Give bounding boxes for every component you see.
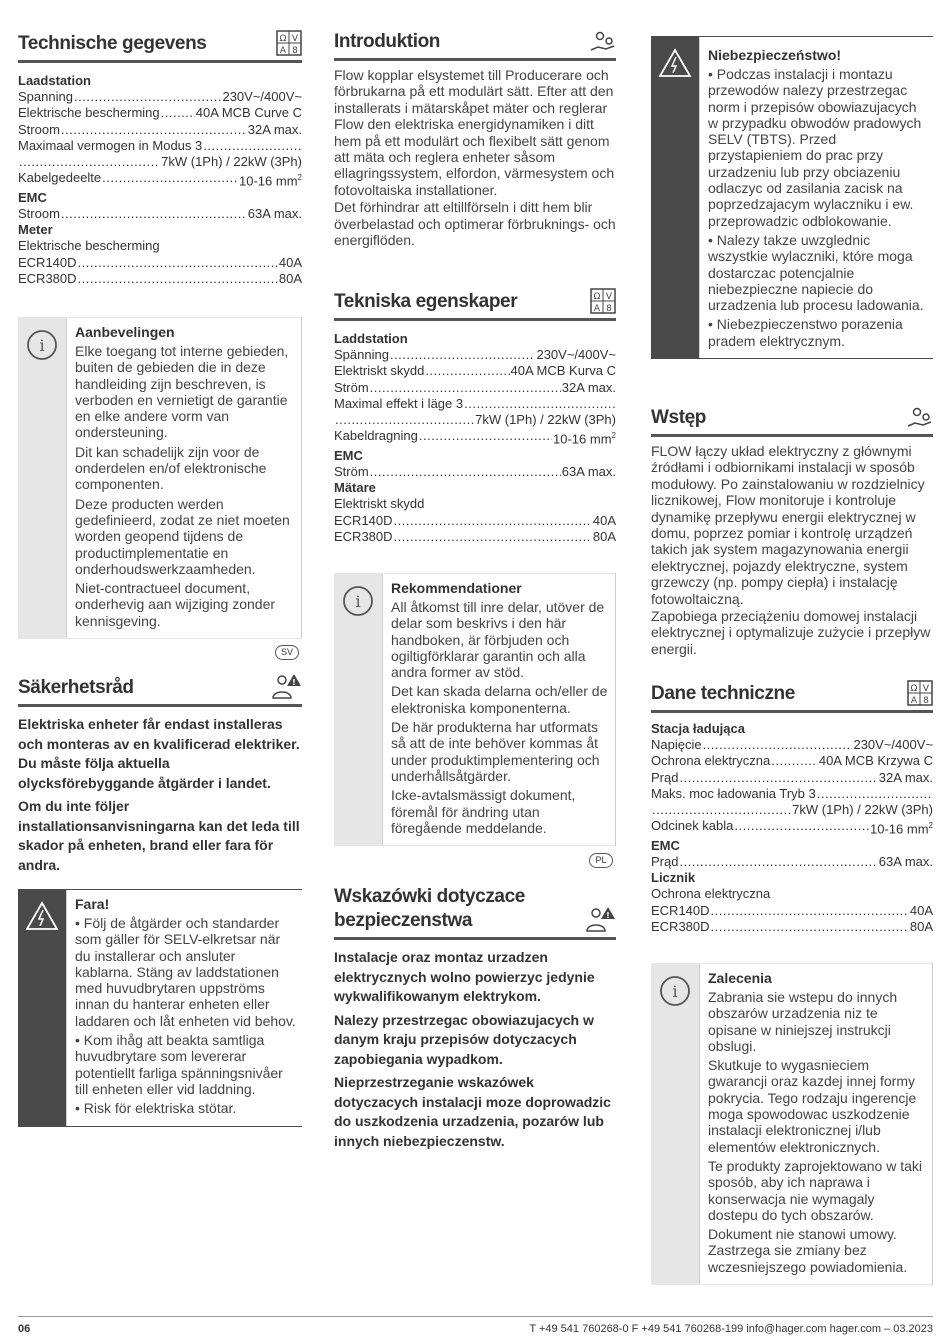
section-title: Technische gegevens: [18, 33, 207, 54]
recommendation-box: [651, 963, 933, 1285]
spec-row: ECR140D ..... 40A: [651, 903, 933, 919]
electric-hazard-icon: [658, 48, 692, 78]
box-paragraph: • Podczas instalacji i montazu przewodów nalezy przestrzegac norm i przepisów obowiazujacych w przypadku obwodów pradowych SELV (TBTS). Przed przystapieniem do prac przy urzadzeniu lub przy obciazeniu odlaczyc od zasilania zacisk na poprzedzajacym wylaczniku i ew. przeprowadzic odblokowanie.: [708, 66, 922, 229]
safety-section-sv: [18, 672, 302, 1127]
spec-row: Odcinek kabla ..... 10-16 $mm^2$: [651, 818, 933, 838]
box-paragraph: Det kan skada delarna och/eller de elektroniska komponenterna.: [391, 683, 608, 716]
info-icon: [659, 975, 691, 1007]
svg-text:A: A: [593, 304, 601, 314]
spec-row: Prąd ..... 63A max.: [651, 854, 933, 870]
section-title: Dane techniczne: [651, 683, 795, 704]
svg-text:i: i: [39, 335, 45, 355]
svg-text:!: !: [292, 678, 296, 687]
svg-text:A: A: [279, 46, 287, 56]
box-paragraph: • Risk för elektriska stötar.: [75, 1100, 237, 1117]
spec-row: ECR380D ..... 80A: [334, 529, 616, 545]
box-title: Zalecenia: [708, 969, 772, 986]
section-title: Säkerhetsråd: [18, 677, 134, 698]
measurement-icon: [276, 30, 302, 56]
recommendation-box: [18, 317, 302, 639]
svg-text:Ω: Ω: [910, 684, 918, 694]
worker-warning-icon: [584, 905, 616, 933]
intro-paragraph: Zapobiega przeciążeniu domowej instalacji elektrycznej i optymalizuje zużycie i przepływ energii.: [651, 608, 931, 657]
box-paragraph: Elke toegang tot interne gebieden, buiten de gebieden die in deze handleiding zijn beschreven, is verboden en vernietigt de garantie en elke andere vorm van ondersteuning.: [75, 342, 289, 441]
box-title: Niebezpieczeństwo!: [708, 47, 842, 63]
spec-row: ECR140D ..... 40A: [334, 513, 616, 529]
safety-paragraph: Om du inte följer installationsanvisningarna kan det leda till skador på enheten, brand eller fara för andra.: [18, 798, 300, 873]
box-paragraph: Te produkty zaprojektowano w taki sposób, aby ich naprawa i konserwacja nie wymagaly dostepu do tych obszarów.: [708, 1157, 922, 1223]
box-paragraph: All åtkomst till inre delar, utöver de delar som beskrivs i den här handboken, är förbjuden och ogiltigförklarar garantin och alla andra former av stöd.: [391, 598, 605, 681]
box-paragraph: De här produkterna har utformats så att de inte behöver kommas åt under produktimplementering och underhållsåtgärder.: [391, 719, 600, 784]
spec-row: Maximal effekt i läge 3 .....: [334, 396, 616, 412]
spec-row: Kabelgedeelte ..... 10-16 $mm^2$: [18, 170, 302, 190]
spec-row: Stroom ..... 63A max.: [18, 206, 302, 222]
intro-paragraph: Det förhindrar att eltillförseln i ditt hem blir överbelastad och optimerar förbruknings- och energiflöden.: [334, 199, 616, 249]
spec-row: Maks. moc ładowania Tryb 3 .....: [651, 786, 933, 802]
language-badge: PL: [589, 853, 613, 868]
spec-row: Prąd ..... 32A max.: [651, 770, 933, 786]
section-header: [334, 885, 616, 940]
spec-group-title: Laadstation: [18, 73, 91, 88]
svg-text:8: 8: [292, 46, 298, 56]
safety-paragraph: Elektriska enheter får endast installeras och monteras av en kvalificerad elektriker. Du måste följa aktuella olycksförebyggande åtgärder i landet.: [18, 716, 300, 791]
spec-row: Ström ..... 32A max.: [334, 380, 616, 396]
column-sv: [334, 30, 616, 249]
box-paragraph: Niet-contractueel document, onderhevig aan wijziging zonder kennisgeving.: [75, 580, 276, 629]
spec-row: Ochrona elektryczna ..... 40A MCB Krzywa C: [651, 753, 933, 769]
spec-row: Elektriskt skydd ..... 40A MCB Kurva C: [334, 363, 616, 379]
electric-hazard-icon: [25, 901, 59, 931]
box-paragraph: Dokument nie stanowi umowy. Zastrzega sie zmiany bez wczesniejszego powiadomienia.: [708, 1226, 908, 1275]
tech-section-pl: [651, 680, 933, 1285]
spec-group-title: EMC: [18, 189, 47, 205]
spec-label: Elektrische bescherming: [18, 238, 160, 254]
box-paragraph: • Följ de åtgärder och standarder som gäller för SELV-elkretsar när du installerar och ansluter kablarna. Stäng av laddstationen med huvudbrytaren uppströms innan du hanterar enheten eller laddaren och låt enheten vid behov.: [75, 915, 296, 1029]
section-header: [651, 680, 933, 713]
box-paragraph: Deze producten werden gedefinieerd, zodat ze niet moeten worden geopend tijdens de productimplementatie en onderhoudswerkzaamheden.: [75, 495, 290, 577]
box-paragraph: • Nalezy takze uwzglednic wszystkie wylaczniki, które moga dostarczac potencjalnie niebezpieczne napiecie do urzadzenia lub procesu ladowania.: [708, 231, 924, 314]
svg-text:8: 8: [606, 304, 612, 314]
box-paragraph: Zabrania sie wstepu do innych obszarów urzadzenia niz te opisane w niniejszej instrukcji obslugi.: [708, 988, 898, 1054]
box-paragraph: • Kom ihåg att beakta samtliga huvudbrytare som levererar potentiellt farliga spänningsnivåer till enheten eller vid laddning.: [75, 1032, 283, 1097]
section-title: Introduktion: [334, 31, 441, 52]
box-title: Aanbevelingen: [75, 323, 175, 340]
spec-label: Ochrona elektryczna: [651, 886, 771, 902]
section-title: Wskazówki dotyczace bezpieczenstwa: [334, 886, 525, 931]
recommendation-box: [334, 573, 616, 846]
box-title: Fara!: [75, 896, 110, 912]
page-number: 06: [18, 1323, 31, 1335]
info-icon: [26, 329, 58, 361]
box-title: Rekommendationer: [391, 579, 522, 596]
page-footer: [18, 1316, 933, 1335]
spec-group-title: EMC: [651, 837, 680, 853]
section-header: [334, 288, 616, 321]
hand-gears-icon: [907, 406, 933, 430]
spec-group-title: Mätare: [334, 480, 376, 496]
spec-row: ..... 7kW (1Ph) / 22kW (3Ph): [651, 802, 933, 818]
section-title: Wstęp: [651, 407, 707, 428]
spec-row: Ström ..... 63A max.: [334, 464, 616, 480]
tech-section-sv: [334, 288, 616, 846]
svg-text:!: !: [606, 911, 610, 920]
spec-row: ..... 7kW (1Ph) / 22kW (3Ph): [334, 412, 616, 428]
section-title: Tekniska egenskaper: [334, 291, 518, 312]
spec-row: ECR380D ..... 80A: [651, 919, 933, 935]
section-header: [18, 30, 302, 63]
spec-row: Napięcie ..... 230V~/400V~: [651, 737, 933, 753]
column-nl-sv: [18, 30, 302, 639]
measurement-icon: [590, 288, 616, 314]
spec-group-title: Meter: [18, 222, 53, 238]
svg-text:Ω: Ω: [593, 292, 601, 302]
svg-text:i: i: [355, 591, 361, 611]
intro-paragraph: FLOW łączy układ elektryczny z głównymi źródłami i odbiornikami instalacji w sposób modułowy. Po zainstalowaniu w rozdzielnicy licznikowej, Flow monitoruje i kontroluje dynamikę przepływu energii elektrycznej w domu, poprzez pomiar i kontrolę urządzeń takich jak system magazynowania energii elektrycznej, pojazdy elektryczne, system grzewczy (np. pompy ciepła) i instalację fotowoltaiczną.: [651, 443, 925, 607]
spec-row: Spänning ..... 230V~/400V~: [334, 347, 616, 363]
spec-label: Elektriskt skydd: [334, 496, 425, 512]
column-pl: [651, 36, 933, 359]
intro-paragraph: Flow kopplar elsystemet till Producerare och förbrukarna på ett modulärt sätt. Efter att den installerats i mätarskåpet mäter och reglerar Flow den elektriska energidynamiken i ditt hem på ett modulärt och flexibelt sätt genom att mäta och reglera enheter såsom ellagringssystem, elfordon, värmesystem och fotovoltaiska installationer.: [334, 67, 615, 198]
safety-section-pl: [334, 885, 616, 1155]
spec-group-title: Laddstation: [334, 331, 408, 346]
svg-text:V: V: [605, 292, 613, 302]
spec-row: Kabeldragning ..... 10-16 $mm^2$: [334, 428, 616, 448]
svg-text:V: V: [291, 34, 299, 44]
footer-contact: T +49 541 760268-0 F +49 541 760268-199 info@hager.com hager.com – 03.2023: [529, 1323, 933, 1335]
hand-gears-icon: [590, 30, 616, 54]
section-header: [651, 406, 933, 437]
danger-box: [18, 889, 302, 1127]
spec-row: ..... 7kW (1Ph) / 22kW (3Ph): [18, 154, 302, 170]
info-icon: [342, 585, 374, 617]
spec-row: Stroom ..... 32A max.: [18, 122, 302, 138]
safety-paragraph: Nalezy przestrzegac obowiazujacych w danym kraju przepisów dotyczacych zapobiegania wypadkom.: [334, 1011, 594, 1067]
svg-text:Ω: Ω: [279, 34, 287, 44]
safety-paragraph: Nieprzestrzeganie wskazówek dotyczacych instalacji moze doprowadzic do uszkodzenia urzadzenia, pozarów lub innych niebezpieczenstw.: [334, 1074, 611, 1149]
spec-row: Maximaal vermogen in Modus 3 .....: [18, 138, 302, 154]
safety-paragraph: Instalacje oraz montaz urzadzen elektrycznych wolno powierzyc jedynie wykwalifikowanym elektrykom.: [334, 949, 595, 1004]
box-paragraph: Skutkuje to wygasnieciem gwarancji oraz kazdej innej formy pokrycia. Tego rodzaju ingerencje moga spowodowac uszkodzenie instalacji elektronicznej i/lub elementów elektronicznych.: [708, 1057, 917, 1155]
box-paragraph: Icke-avtalsmässigt dokument, föremål för ändring utan föregående meddelande.: [391, 787, 576, 836]
svg-text:i: i: [672, 981, 678, 1001]
svg-text:V: V: [922, 684, 930, 694]
box-paragraph: Dit kan schadelijk zijn voor de onderdelen en/of elektronische componenten.: [75, 443, 267, 493]
spec-row: ECR380D ..... 80A: [18, 271, 302, 287]
spec-row: Elektrische bescherming ..... 40A MCB Curve C: [18, 105, 302, 121]
spec-row: ECR140D ..... 40A: [18, 255, 302, 271]
measurement-icon: [907, 680, 933, 706]
danger-box: [651, 36, 933, 359]
spec-group-title: Stacja ładująca: [651, 721, 745, 736]
intro-section-pl: [651, 406, 933, 658]
worker-warning-icon: [270, 672, 302, 700]
section-header: [334, 30, 616, 61]
spec-group-title: EMC: [334, 447, 363, 463]
section-header: [18, 672, 302, 707]
box-paragraph: • Niebezpieczenstwo porazenia pradem elektrycznym.: [708, 316, 903, 349]
spec-group-title: Licznik: [651, 870, 696, 886]
svg-text:A: A: [910, 696, 918, 706]
spec-row: Spanning ..... 230V~/400V~: [18, 89, 302, 105]
language-badge: SV: [275, 645, 299, 660]
svg-text:8: 8: [923, 696, 929, 706]
